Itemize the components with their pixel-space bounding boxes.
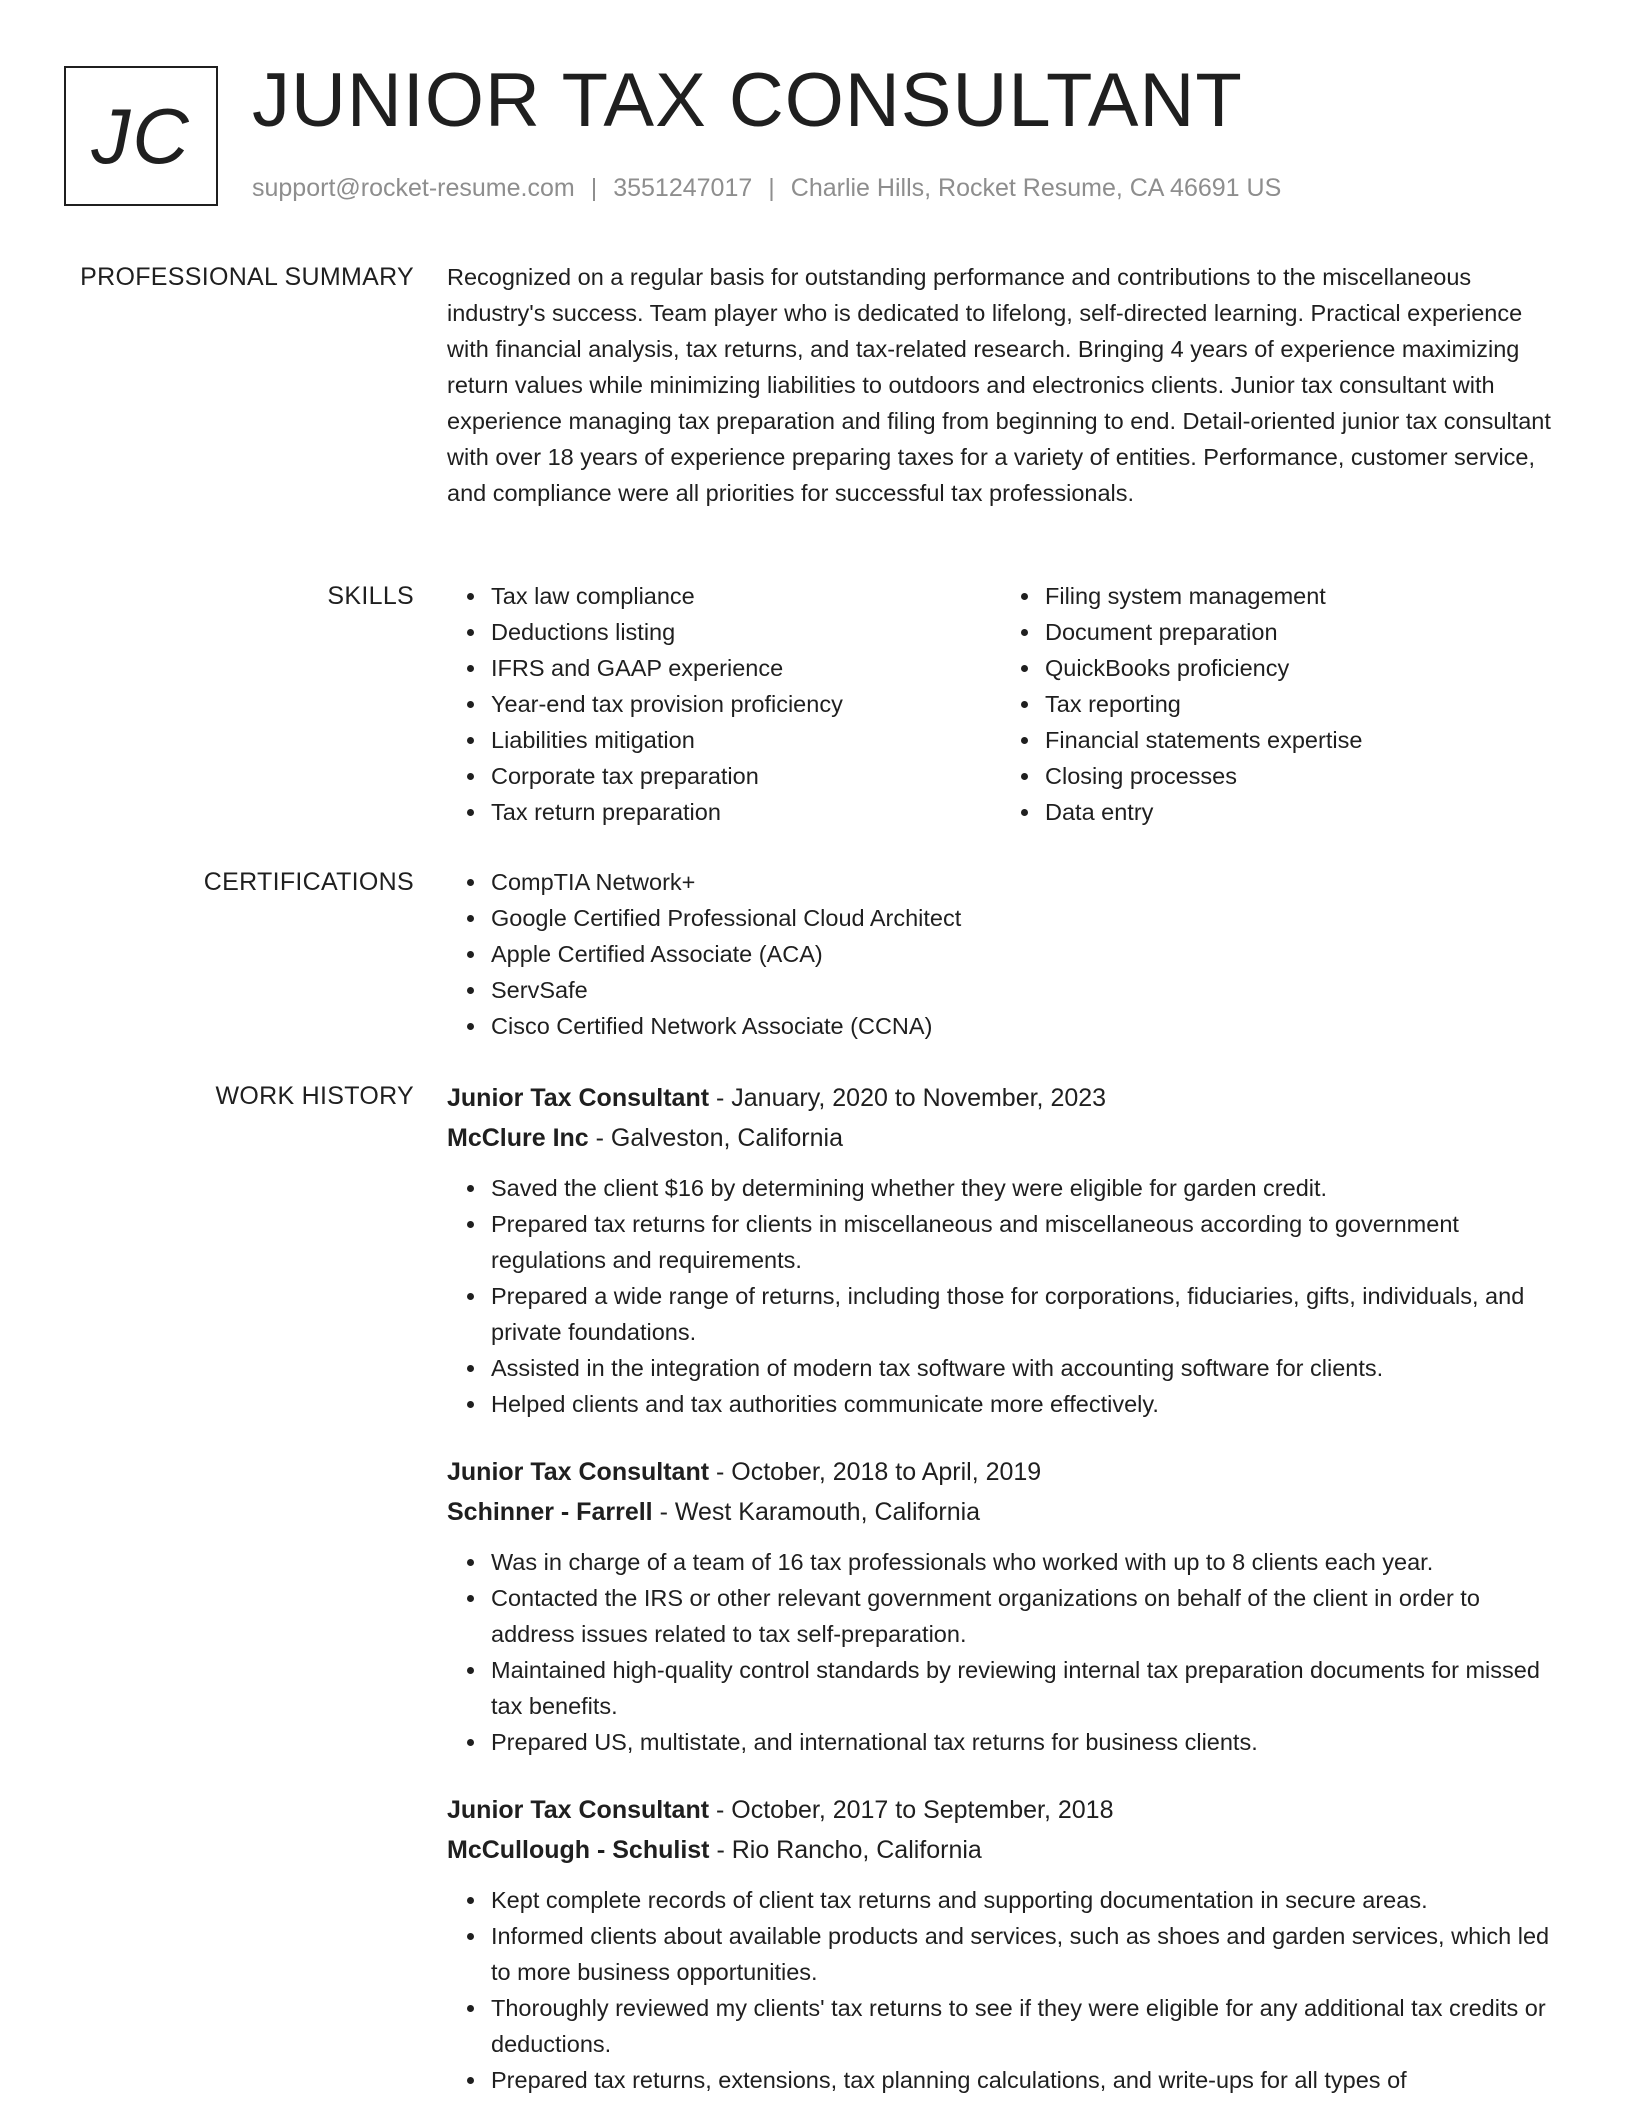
list-item: Tax law compliance bbox=[491, 578, 1001, 614]
page-title: JUNIOR TAX CONSULTANT bbox=[252, 58, 1243, 143]
contact-phone: 3551247017 bbox=[613, 174, 753, 202]
list-item: Tax return preparation bbox=[491, 794, 1001, 830]
monogram-box bbox=[64, 66, 218, 206]
list-item: Contacted the IRS or other relevant government organizations on behalf of the client in order to address issues related to tax self-preparation. bbox=[491, 1580, 1555, 1652]
list-item: Google Certified Professional Cloud Architect bbox=[491, 900, 1555, 936]
list-item: Helped clients and tax authorities communicate more effectively. bbox=[491, 1386, 1555, 1422]
job-company: Schinner - Farrell bbox=[447, 1498, 653, 1526]
contact-separator: | bbox=[590, 174, 598, 202]
list-item: Apple Certified Associate (ACA) bbox=[491, 936, 1555, 972]
job-title-line bbox=[447, 1790, 1555, 1830]
section-heading-certifications: CERTIFICATIONS bbox=[203, 868, 414, 896]
list-item: Data entry bbox=[1045, 794, 1555, 830]
list-item: Filing system management bbox=[1045, 578, 1555, 614]
list-item: CompTIA Network+ bbox=[491, 864, 1555, 900]
list-item: Kept complete records of client tax returns and supporting documentation in secure areas. bbox=[491, 1882, 1555, 1918]
list-item: Corporate tax preparation bbox=[491, 758, 1001, 794]
certifications-body bbox=[447, 864, 1555, 1044]
job-company: McClure Inc bbox=[447, 1124, 589, 1152]
job-company-line bbox=[447, 1118, 1555, 1158]
job-location: - West Karamouth, California bbox=[652, 1498, 981, 1526]
list-item: IFRS and GAAP experience bbox=[491, 650, 1001, 686]
work-history-body bbox=[447, 1078, 1555, 2098]
job-dates: - October, 2018 to April, 2019 bbox=[709, 1458, 1042, 1486]
monogram-initials: JC bbox=[91, 91, 191, 180]
summary-text: Recognized on a regular basis for outstanding performance and contributions to the miscellaneous industry's success. Team player who is dedicated to lifelong, self-directed learning. Practical experience with financial analysis, tax returns, and tax-related research. Bringing 4 years of experience maximizing return values while minimizing liabilities to outdoors and electronics clients. Junior tax consultant with experience managing tax preparation and filing from beginning to end. Detail-oriented junior tax consultant with over 18 years of experience preparing taxes for a variety of entities. Performance, customer service, and compliance were all priorities for successful tax professionals. bbox=[447, 264, 1551, 506]
list-item: Prepared a wide range of returns, including those for corporations, fiduciaries, gifts, individuals, and private foundations. bbox=[491, 1278, 1555, 1350]
job-bullets bbox=[447, 1882, 1555, 2098]
contact-email: support@rocket-resume.com bbox=[252, 174, 575, 202]
contact-address: Charlie Hills, Rocket Resume, CA 46691 US bbox=[790, 174, 1282, 202]
list-item: Was in charge of a team of 16 tax professionals who worked with up to 8 clients each year. bbox=[491, 1544, 1555, 1580]
list-item: Prepared tax returns, extensions, tax planning calculations, and write-ups for all types of bbox=[491, 2062, 1555, 2098]
job-company-line bbox=[447, 1492, 1555, 1532]
list-item: Prepared US, multistate, and international tax returns for business clients. bbox=[491, 1724, 1555, 1760]
job-bullets bbox=[447, 1544, 1555, 1760]
section-heading-skills: SKILLS bbox=[327, 582, 414, 610]
list-item: Document preparation bbox=[1045, 614, 1555, 650]
job-title: Junior Tax Consultant bbox=[447, 1458, 710, 1486]
list-item: Deductions listing bbox=[491, 614, 1001, 650]
list-item: Year-end tax provision proficiency bbox=[491, 686, 1001, 722]
section-heading-summary: PROFESSIONAL SUMMARY bbox=[80, 263, 414, 291]
list-item: Assisted in the integration of modern tax software with accounting software for clients. bbox=[491, 1350, 1555, 1386]
list-item: Thoroughly reviewed my clients' tax returns to see if they were eligible for any additional tax credits or deductions. bbox=[491, 1990, 1555, 2062]
job-entry bbox=[447, 1452, 1555, 1760]
list-item: Tax reporting bbox=[1045, 686, 1555, 722]
job-title: Junior Tax Consultant bbox=[447, 1084, 710, 1112]
skills-list-left bbox=[447, 578, 1001, 830]
section-heading-work-history: WORK HISTORY bbox=[215, 1082, 414, 1110]
job-location: - Rio Rancho, California bbox=[709, 1836, 982, 1864]
list-item: Financial statements expertise bbox=[1045, 722, 1555, 758]
job-location: - Galveston, California bbox=[588, 1124, 843, 1152]
certifications-list bbox=[447, 864, 1555, 1044]
job-entry bbox=[447, 1790, 1555, 2098]
job-title-line bbox=[447, 1452, 1555, 1492]
job-bullets bbox=[447, 1170, 1555, 1422]
job-dates: - October, 2017 to September, 2018 bbox=[709, 1796, 1114, 1824]
job-title-line bbox=[447, 1078, 1555, 1118]
contact-separator: | bbox=[768, 174, 775, 202]
job-entry bbox=[447, 1078, 1555, 1422]
job-company: McCullough - Schulist bbox=[447, 1836, 710, 1864]
list-item: QuickBooks proficiency bbox=[1045, 650, 1555, 686]
skills-list-right bbox=[1001, 578, 1555, 830]
skills-body bbox=[447, 578, 1555, 830]
list-item: Maintained high-quality control standards by reviewing internal tax preparation documents for missed tax benefits. bbox=[491, 1652, 1555, 1724]
list-item: Cisco Certified Network Associate (CCNA) bbox=[491, 1008, 1555, 1044]
job-company-line bbox=[447, 1830, 1555, 1870]
job-dates: - January, 2020 to November, 2023 bbox=[709, 1084, 1107, 1112]
list-item: Prepared tax returns for clients in miscellaneous and miscellaneous according to government regulations and requirements. bbox=[491, 1206, 1555, 1278]
list-item: ServSafe bbox=[491, 972, 1555, 1008]
list-item: Liabilities mitigation bbox=[491, 722, 1001, 758]
list-item: Closing processes bbox=[1045, 758, 1555, 794]
list-item: Informed clients about available products and services, such as shoes and garden services, which led to more business opportunities. bbox=[491, 1918, 1555, 1990]
job-title: Junior Tax Consultant bbox=[447, 1796, 710, 1824]
list-item: Saved the client $16 by determining whether they were eligible for garden credit. bbox=[491, 1170, 1555, 1206]
contact-line bbox=[252, 174, 1281, 203]
